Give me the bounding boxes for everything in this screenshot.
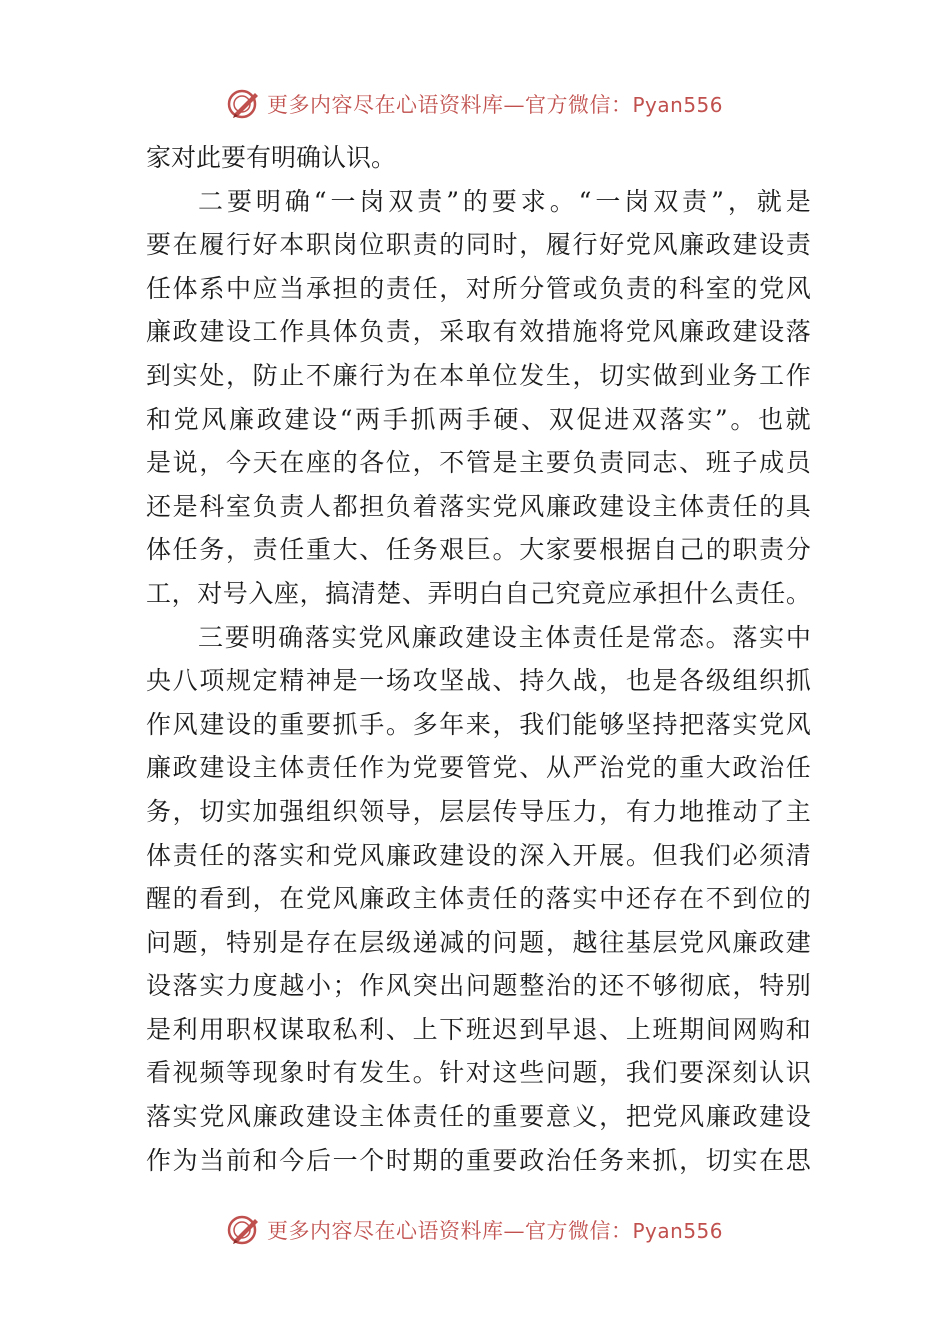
paragraph-line: 落 实 党 风 廉 政 建 设 主 体 责 任 的 重 要 意 义 ， 把 党 风 廉 政 建 设 — [146, 1102, 811, 1132]
paragraph-line: 体 责 任 的 落 实 和 党 风 廉 政 建 设 的 深 入 开 展 。 但 我 们 必 须 清 — [146, 840, 811, 870]
paragraph-line: 到 实 处 ， 防 止 不 廉 行 为 在 本 单 位 发 生 ， 切 实 做 到 业 务 工 作 — [146, 360, 811, 390]
paragraph-line: 任 体 系 中 应 当 承 担 的 责 任 ， 对 所 分 管 或 负 责 的 科 室 的 党 风 — [146, 273, 811, 303]
footer-banner-handle: Pyan556 — [632, 1219, 723, 1243]
paragraph-line: 二 要 明 确 “ 一 岗 双 责 ” 的 要 求 。 “ 一 岗 双 责 ” ， 就 是 — [198, 186, 811, 216]
paragraph-line: 体 任 务 ， 责 任 重 大 、 任 务 艰 巨 。 大 家 要 根 据 自 己 的 职 责 分 — [146, 535, 811, 565]
paragraph-line: 还 是 科 室 负 责 人 都 担 负 着 落 实 党 风 廉 政 建 设 主 体 责 任 的 具 — [146, 491, 811, 521]
paragraph-line: 设 落 实 力 度 越 小 ； 作 风 突 出 问 题 整 治 的 还 不 够 彻 底 ， 特 别 — [146, 971, 811, 1001]
paragraph-line: 是 说 ， 今 天 在 座 的 各 位 ， 不 管 是 主 要 负 责 同 志 、 班 子 成 员 — [146, 448, 811, 478]
header-banner — [0, 84, 950, 124]
paragraph-line: 作 风 建 设 的 重 要 抓 手 。 多 年 来 ， 我 们 能 够 坚 持 把 落 实 党 风 — [146, 709, 811, 739]
paragraph-line: 央 八 项 规 定 精 神 是 一 场 攻 坚 战 、 持 久 战 ， 也 是 各 级 组 织 抓 — [146, 666, 811, 696]
paragraph-line: 三 要 明 确 落 实 党 风 廉 政 建 设 主 体 责 任 是 常 态 。 落 实 中 — [198, 622, 811, 652]
footer-banner-text: 更多内容尽在心语资料库—官方微信：Pyan556 — [266, 1219, 723, 1243]
document-body — [146, 136, 811, 1182]
paragraph-line: 工 ， 对 号 入 座 ， 搞 清 楚 、 弄 明 白 自 己 究 竟 应 承 担 什 么 责 任 。 — [146, 578, 811, 608]
paragraph-line: 和 党 风 廉 政 建 设 “ 两 手 抓 两 手 硬 、 双 促 进 双 落 实 ” 。 也 就 — [146, 404, 811, 434]
header-banner-text: 更多内容尽在心语资料库—官方微信：Pyan556 — [266, 93, 723, 117]
paragraph-line: 是 利 用 职 权 谋 取 私 利 、 上 下 班 迟 到 早 退 、 上 班 期 间 网 购 和 — [146, 1014, 811, 1044]
paragraph-line: 廉 政 建 设 主 体 责 任 作 为 党 要 管 党 、 从 严 治 党 的 重 大 政 治 任 — [146, 753, 811, 783]
paragraph-line: 看 视 频 等 现 象 时 有 发 生 。 针 对 这 些 问 题 ， 我 们 要 深 刻 认 识 — [146, 1058, 811, 1088]
footer-banner — [0, 1210, 950, 1250]
pen-seal-icon — [227, 87, 261, 121]
pen-seal-icon — [227, 1213, 261, 1247]
paragraph-line: 务 ， 切 实 加 强 组 织 领 导 ， 层 层 传 导 压 力 ， 有 力 地 推 动 了 主 — [146, 796, 811, 826]
paragraph-line: 问 题 ， 特 别 是 存 在 层 级 递 减 的 问 题 ， 越 往 基 层 党 风 廉 政 建 — [146, 927, 811, 957]
paragraph-line: 家对此要有明确认识。 — [146, 143, 397, 172]
paragraph-line: 作 为 当 前 和 今 后 一 个 时 期 的 重 要 政 治 任 务 来 抓 ， 切 实 在 思 — [146, 1145, 811, 1175]
paragraph-line: 要 在 履 行 好 本 职 岗 位 职 责 的 同 时 ， 履 行 好 党 风 廉 政 建 设 责 — [146, 230, 811, 260]
paragraph-line: 廉 政 建 设 工 作 具 体 负 责 ， 采 取 有 效 措 施 将 党 风 廉 政 建 设 落 — [146, 317, 811, 347]
header-banner-handle: Pyan556 — [632, 93, 723, 117]
paragraph-line: 醒 的 看 到 ， 在 党 风 廉 政 主 体 责 任 的 落 实 中 还 存 在 不 到 位 的 — [146, 884, 811, 914]
